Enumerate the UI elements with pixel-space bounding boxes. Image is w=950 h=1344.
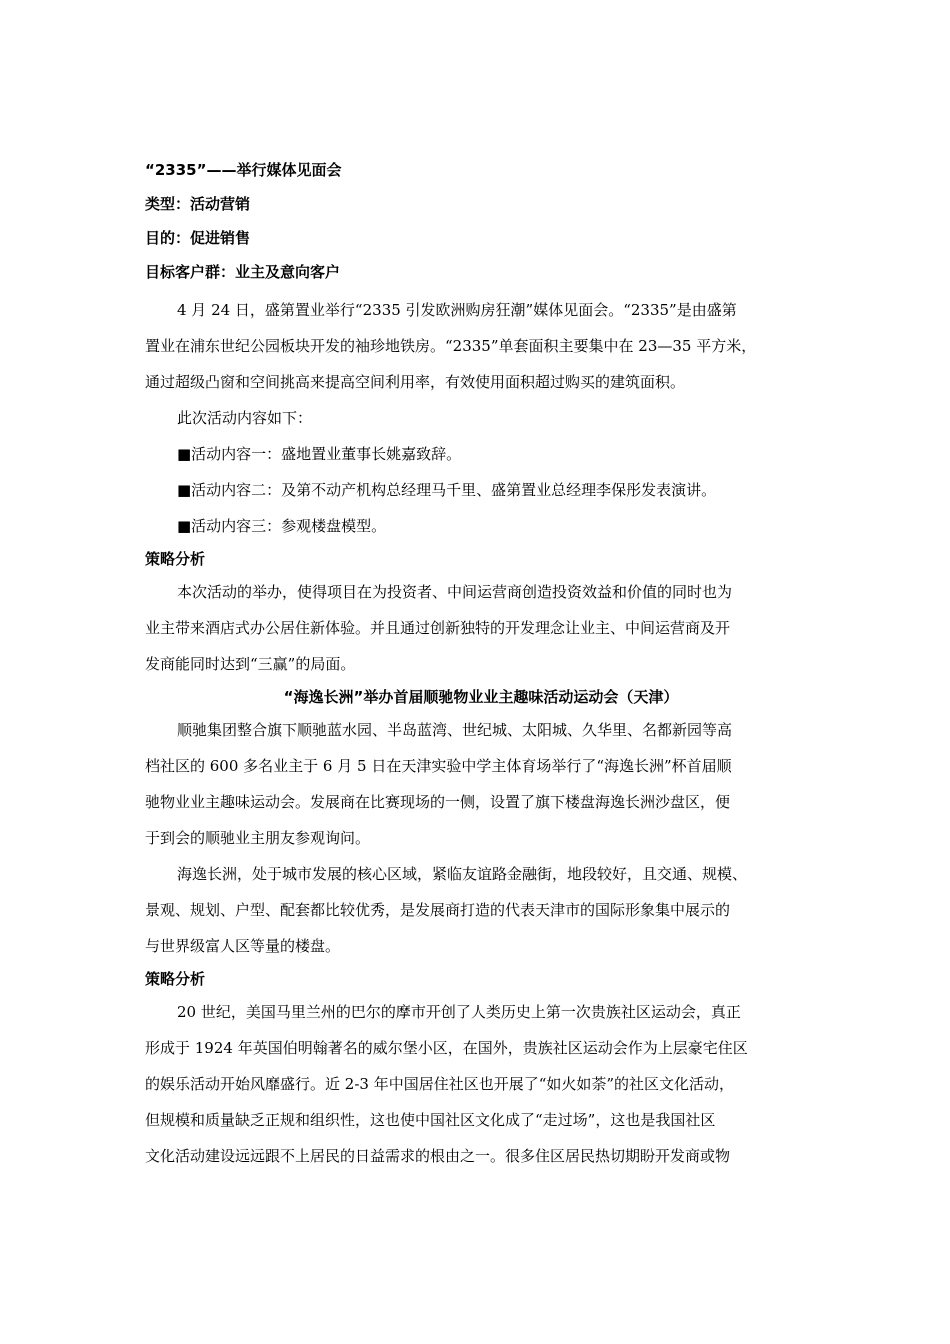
analysis-line: 形成于 1924 年英国伯明翰著名的威尔堡小区，在国外，贵族社区运动会作为上层豪宅住区 xyxy=(145,1039,748,1057)
analysis-line: 的娱乐活动开始风靡盛行。近 2-3 年中国居住社区也开展了“如火如荼”的社区文化活动， xyxy=(145,1075,735,1093)
activities-intro: 此次活动内容如下： xyxy=(177,409,313,427)
body-line: 档社区的 600 多名业主于 6 月 5 日在天津实验中学主体育场举行了“海逸长洲”杯首届顺 xyxy=(145,757,732,775)
analysis-line: 20 世纪，美国马里兰州的巴尔的摩市开创了人类历史上第一次贵族社区运动会，真正 xyxy=(177,1003,741,1021)
section2-para2 xyxy=(145,856,817,964)
analysis-line: 业主带来酒店式办公居住新体验。并且通过创新独特的开发理念让业主、中间运营商及开 xyxy=(145,619,731,637)
section1-purpose-line: 目的：促进销售 xyxy=(145,229,251,247)
body-line: 与世界级富人区等量的楼盘。 xyxy=(145,937,341,955)
activity-item: ■活动内容三：参观楼盘模型。 xyxy=(177,517,387,535)
body-line: 置业在浦东世纪公园板块开发的袖珍地铁房。“2335”单套面积主要集中在 23—35 平方米， xyxy=(145,337,757,355)
body-line: 驰物业业主趣味运动会。发展商在比赛现场的一侧，设置了旗下楼盘海逸长洲沙盘区，便 xyxy=(145,793,731,811)
section1-body xyxy=(145,292,817,400)
body-line: 海逸长洲，处于城市发展的核心区域，紧临友谊路金融街，地段较好，且交通、规模、 xyxy=(177,865,748,883)
analysis-line: 发商能同时达到“三赢”的局面。 xyxy=(145,655,356,673)
document-content xyxy=(145,160,817,1174)
section1-analysis-heading: 策略分析 xyxy=(145,550,206,568)
section2-para1 xyxy=(145,712,817,856)
body-line: 于到会的顺驰业主朋友参观询问。 xyxy=(145,829,371,847)
body-line: 景观、规划、户型、配套都比较优秀，是发展商打造的代表天津市的国际形象集中展示的 xyxy=(145,901,731,919)
section1-title: “2335”——举行媒体见面会 xyxy=(145,161,342,179)
section1-type-line: 类型：活动营销 xyxy=(145,195,251,213)
section2-title: “海逸长洲”举办首届顺驰物业业主趣味活动运动会（天津） xyxy=(283,688,679,706)
activities-list xyxy=(145,436,817,544)
analysis-line: 文化活动建设远远跟不上居民的日益需求的根由之一。很多住区居民热切期盼开发商或物 xyxy=(145,1147,731,1165)
activity-item: ■活动内容二：及第不动产机构总经理马千里、盛第置业总经理李保彤发表演讲。 xyxy=(177,481,717,499)
section1-analysis xyxy=(145,574,817,682)
body-line: 4 月 24 日，盛第置业举行“2335 引发欧洲购房狂潮”媒体见面会。“2335”是由盛第 xyxy=(177,301,737,319)
body-line: 通过超级凸窗和空间挑高来提高空间利用率，有效使用面积超过购买的建筑面积。 xyxy=(145,373,686,391)
activity-item: ■活动内容一：盛地置业董事长姚嘉致辞。 xyxy=(177,445,462,463)
analysis-line: 本次活动的举办，使得项目在为投资者、中间运营商创造投资效益和价值的同时也为 xyxy=(177,583,733,601)
section2-analysis-heading: 策略分析 xyxy=(145,970,206,988)
section1-target-line: 目标客户群：业主及意向客户 xyxy=(145,263,341,281)
section2-analysis xyxy=(145,994,817,1174)
analysis-line: 但规模和质量缺乏正规和组织性，这也使中国社区文化成了“走过场”，这也是我国社区 xyxy=(145,1111,716,1129)
body-line: 顺驰集团整合旗下顺驰蓝水园、半岛蓝湾、世纪城、太阳城、久华里、名都新园等高 xyxy=(177,721,733,739)
